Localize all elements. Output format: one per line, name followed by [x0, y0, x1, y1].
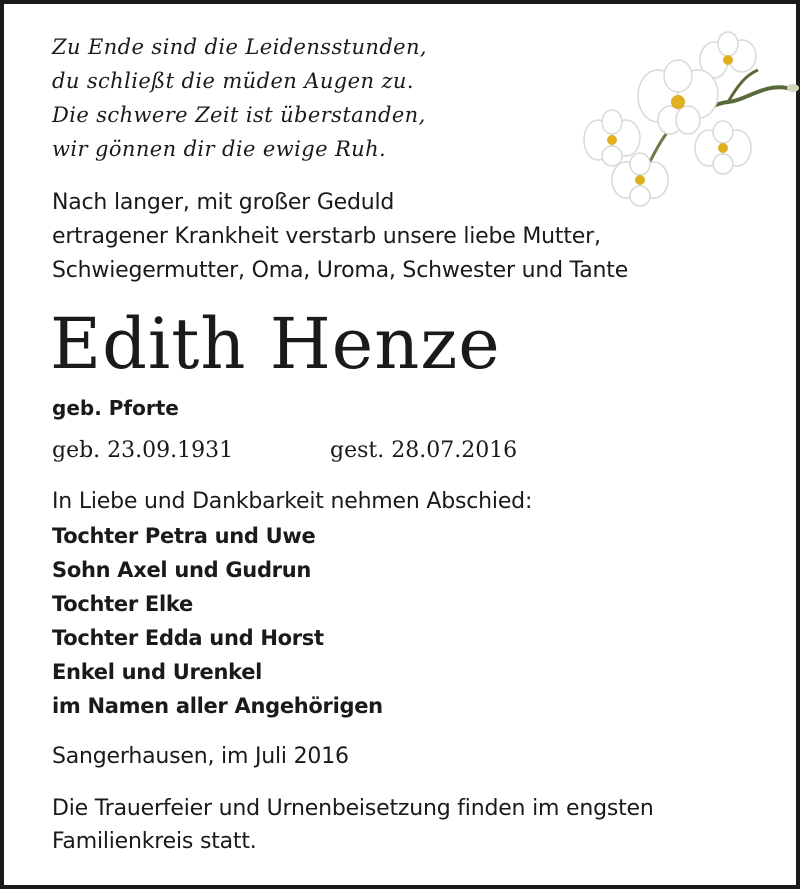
place-and-date: Sangerhausen, im Juli 2016: [52, 744, 349, 769]
poem-verse: [52, 30, 427, 166]
mourner: Tochter Elke: [52, 592, 193, 616]
poem-line: wir gönnen dir die ewige Ruh.: [52, 137, 387, 161]
poem-line: Die schwere Zeit ist überstanden,: [52, 103, 426, 127]
announcement-line: Schwiegermutter, Oma, Uroma, Schwester und Tante: [52, 258, 629, 283]
mourner: Sohn Axel und Gudrun: [52, 558, 312, 582]
mourner: Enkel und Urenkel: [52, 660, 263, 684]
mourner: im Namen aller Angehörigen: [52, 694, 383, 718]
mourner: Tochter Edda und Horst: [52, 626, 324, 650]
maiden-name: geb. Pforte: [52, 396, 179, 420]
death-announcement: [52, 186, 628, 288]
poem-line: Zu Ende sind die Leidensstunden,: [52, 35, 427, 59]
funeral-notice: [52, 792, 654, 858]
birth-date: geb. 23.09.1931: [52, 438, 234, 463]
notice-line: Die Trauerfeier und Urnenbeisetzung finden im engsten: [52, 796, 654, 821]
announcement-line: Nach langer, mit großer Geduld: [52, 190, 395, 215]
deceased-name: Edith Henze: [50, 303, 501, 385]
notice-line: Familienkreis statt.: [52, 829, 257, 854]
announcement-line: ertragener Krankheit verstarb unsere liebe Mutter,: [52, 224, 601, 249]
farewell-heading: In Liebe und Dankbarkeit nehmen Abschied:: [52, 489, 533, 514]
poem-line: du schließt die müden Augen zu.: [52, 69, 414, 93]
death-date: gest. 28.07.2016: [330, 438, 518, 463]
mourner: Tochter Petra und Uwe: [52, 524, 316, 548]
mourners-list: [52, 519, 383, 723]
